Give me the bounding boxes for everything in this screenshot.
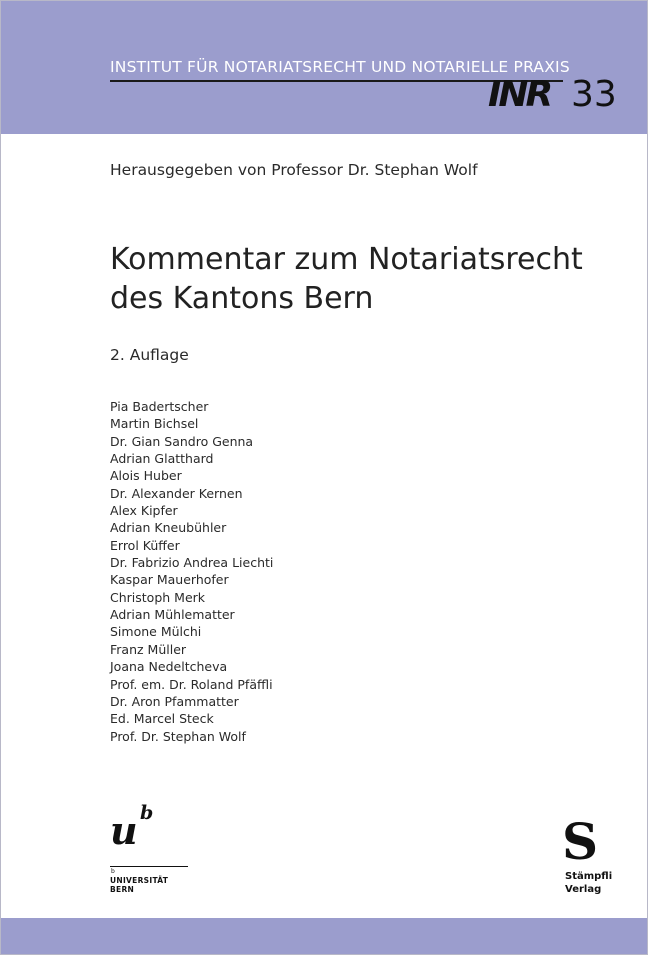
edition-label: 2. Auflage (110, 346, 189, 364)
author-name: Dr. Aron Pfammatter (110, 693, 239, 709)
editor-line: Herausgegeben von Professor Dr. Stephan Wolf (110, 161, 478, 179)
publisher-mark: S (562, 812, 599, 871)
author-name: Alex Kipfer (110, 503, 178, 519)
author-name: Dr. Gian Sandro Genna (110, 433, 254, 449)
author-name: Christoph Merk (110, 589, 206, 605)
series-number: 33 (571, 74, 617, 115)
university-small-b: b (111, 868, 115, 875)
series-logo: INR (488, 74, 551, 115)
author-name: Dr. Fabrizio Andrea Liechti (110, 555, 274, 571)
author-name: Martin Bichsel (110, 416, 199, 432)
university-name-line-1: UNIVERSITÄT (110, 876, 169, 885)
author-name: Adrian Glatthard (110, 451, 214, 467)
author-name: Adrian Mühlematter (110, 607, 235, 623)
author-name: Prof. em. Dr. Roland Pfäffli (110, 676, 273, 692)
series-title: INSTITUT FÜR NOTARIATSRECHT UND NOTARIELLE PRAXIS (110, 58, 570, 76)
university-name (110, 876, 168, 894)
author-name: Simone Mülchi (110, 624, 202, 640)
author-list (110, 398, 273, 745)
book-title (110, 240, 610, 318)
publisher-logo (556, 812, 616, 898)
publisher-name (565, 870, 612, 896)
publisher-name-line-1: Stämpfli (565, 871, 613, 882)
author-name: Ed. Marcel Steck (110, 711, 214, 727)
author-name: Kaspar Mauerhofer (110, 572, 229, 588)
publisher-name-line-2: Verlag (565, 884, 602, 895)
university-logo (110, 802, 190, 898)
bottom-band (1, 918, 647, 954)
author-name: Prof. Dr. Stephan Wolf (110, 728, 246, 744)
university-mark-b: b (140, 802, 154, 824)
author-name: Dr. Alexander Kernen (110, 485, 243, 501)
author-name: Joana Nedeltcheva (110, 659, 228, 675)
university-name-line-2: BERN (110, 885, 135, 894)
author-name: Errol Küffer (110, 537, 180, 553)
author-name: Adrian Kneubühler (110, 520, 227, 536)
author-name: Alois Huber (110, 468, 182, 484)
university-logo-rule (110, 866, 188, 867)
book-title-line-2: des Kantons Bern (110, 281, 374, 316)
university-mark-u: u (110, 808, 138, 853)
author-name: Pia Badertscher (110, 399, 209, 414)
book-title-line-1: Kommentar zum Notariatsrecht (110, 242, 583, 277)
author-name: Franz Müller (110, 641, 187, 657)
